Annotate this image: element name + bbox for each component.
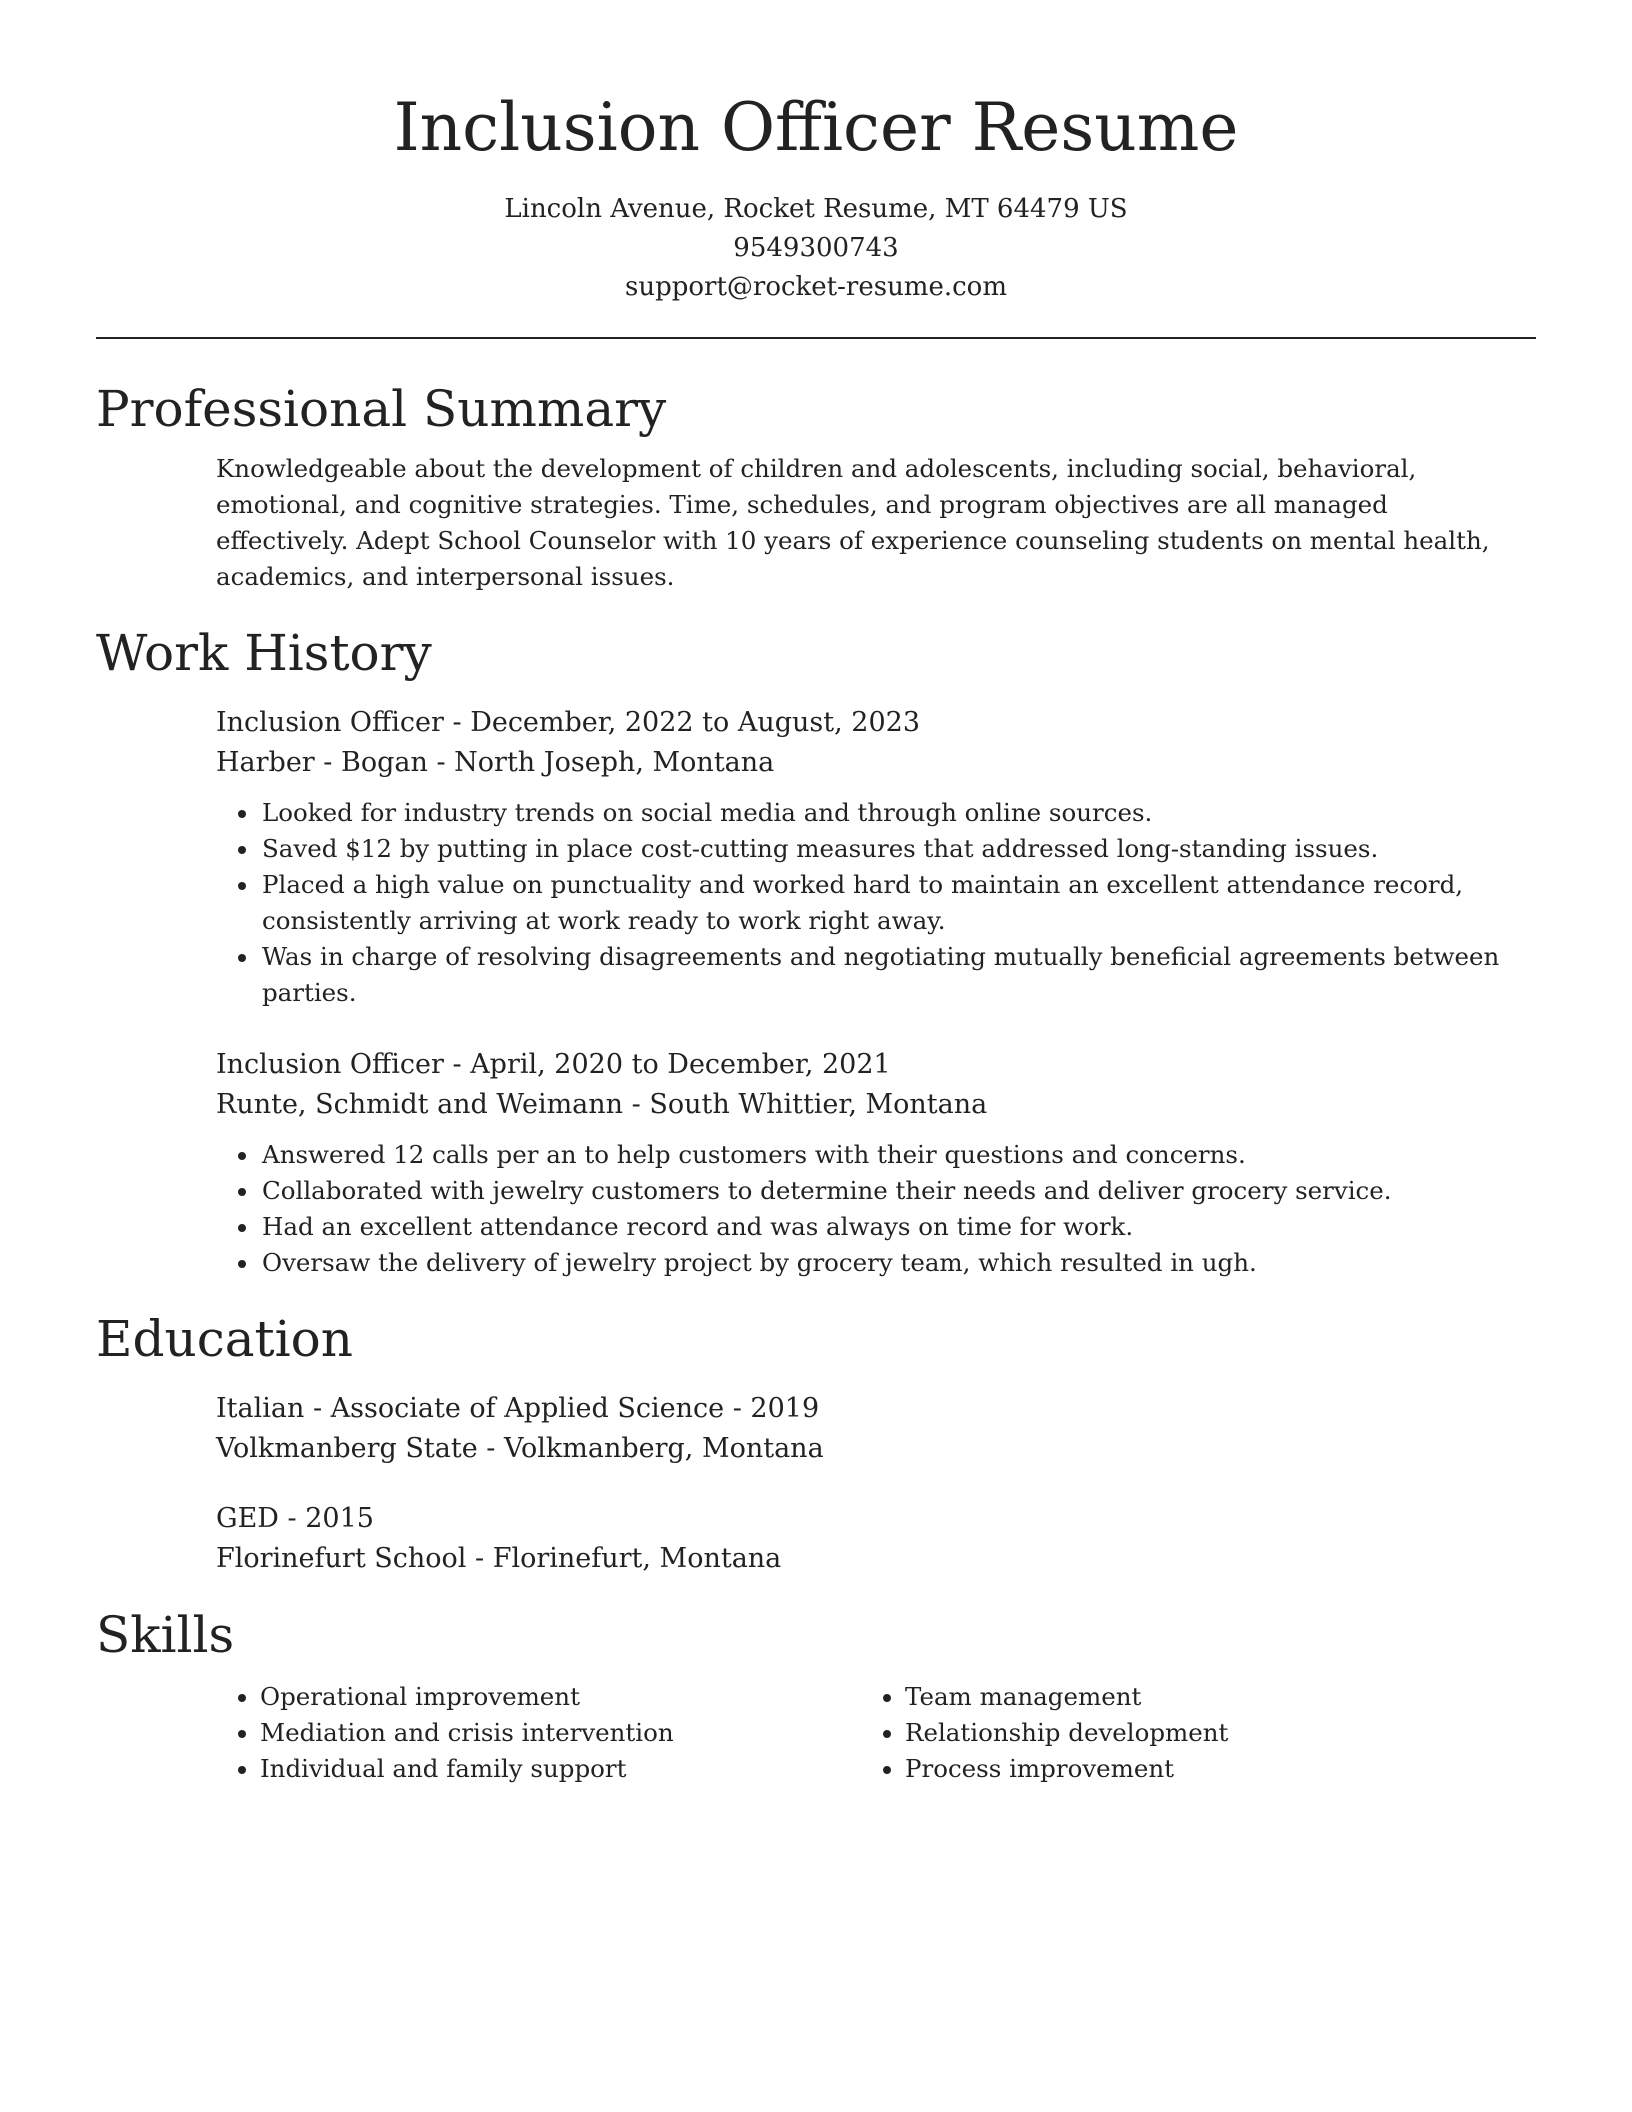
education-school: Florinefurt School [216, 1543, 467, 1574]
skill-item: • Operational improvement [260, 1679, 861, 1715]
job-bullets [216, 1137, 1506, 1281]
separator: - [466, 1543, 493, 1574]
education-school-line [216, 1429, 1506, 1469]
skill-item: • Mediation and crisis intervention [260, 1715, 861, 1751]
header-divider [96, 337, 1536, 339]
skills-column-left [216, 1679, 861, 1787]
separator: - [623, 1089, 650, 1120]
education-year: 2015 [305, 1503, 374, 1534]
job-entry [216, 703, 1506, 1011]
job-bullet: • Looked for industry trends on social media and through online sources. [260, 795, 1506, 831]
job-entry [216, 1045, 1506, 1281]
job-bullet: • Saved $12 by putting in place cost-cutting measures that addressed long-standing issues. [260, 831, 1506, 867]
job-bullets [216, 795, 1506, 1011]
education-location: Florinefurt, Montana [492, 1543, 782, 1574]
contact-email: support@rocket-resume.com [624, 272, 1007, 302]
contact-block [96, 190, 1536, 307]
job-company-line [216, 1085, 1506, 1125]
separator: - [724, 1393, 751, 1424]
job-dates: December, 2022 to August, 2023 [470, 707, 921, 738]
job-location: North Joseph, Montana [454, 747, 775, 778]
skills-heading: Skills [96, 1606, 235, 1664]
contact-phone: 9549300743 [733, 233, 899, 263]
job-bullet: • Oversaw the delivery of jewelry project by grocery team, which resulted in ugh. [260, 1245, 1506, 1281]
work-history-heading: Work History [96, 624, 432, 682]
education-location: Volkmanberg, Montana [503, 1433, 824, 1464]
summary-text: Knowledgeable about the development of children and adolescents, including social, behavioral, emotional, and cognitive strategies. Time, schedules, and program objectives are all managed effectively. Adept School Counselor with 10 years of experience counseling students on mental health, academics, and interpersonal issues. [216, 454, 1490, 591]
job-bullet: • Was in charge of resolving disagreements and negotiating mutually beneficial agreements between parties. [260, 939, 1506, 1011]
skill-item: • Process improvement [905, 1751, 1506, 1787]
job-title-line [216, 1045, 1506, 1085]
work-history-section [96, 623, 1536, 1281]
skills-section [96, 1605, 1536, 1787]
education-entry [216, 1389, 1506, 1469]
summary-section [96, 379, 1536, 595]
job-title-line [216, 703, 1506, 743]
separator: - [443, 1049, 471, 1080]
job-title: Inclusion Officer [216, 707, 444, 738]
job-bullet: • Collaborated with jewelry customers to determine their needs and deliver grocery service. [260, 1173, 1506, 1209]
job-company: Runte, Schmidt and Weimann [216, 1089, 624, 1120]
education-school: Volkmanberg State [216, 1433, 478, 1464]
skill-item: • Relationship development [905, 1715, 1506, 1751]
resume-header [96, 0, 1536, 307]
job-location: South Whittier, Montana [649, 1089, 988, 1120]
contact-address: Lincoln Avenue, Rocket Resume, MT 64479 US [504, 194, 1128, 224]
job-company: Harber - Bogan [216, 747, 428, 778]
job-dates: April, 2020 to December, 2021 [470, 1049, 891, 1080]
job-bullet: • Had an excellent attendance record and was always on time for work. [260, 1209, 1506, 1245]
education-degree-line [216, 1389, 1506, 1429]
separator: - [443, 707, 471, 738]
education-section [96, 1309, 1536, 1579]
education-heading: Education [96, 1310, 353, 1368]
separator: - [477, 1433, 504, 1464]
summary-heading: Professional Summary [96, 380, 667, 438]
job-bullet: • Placed a high value on punctuality and worked hard to maintain an excellent attendance record, consistently arriving at work ready to work right away. [260, 867, 1506, 939]
education-degree: Italian - Associate of Applied Science [216, 1393, 725, 1424]
skills-grid [216, 1679, 1506, 1787]
education-degree-line [216, 1499, 1506, 1539]
skill-item: • Team management [905, 1679, 1506, 1715]
job-bullet: • Answered 12 calls per an to help customers with their questions and concerns. [260, 1137, 1506, 1173]
job-title: Inclusion Officer [216, 1049, 444, 1080]
education-school-line [216, 1539, 1506, 1579]
separator: - [278, 1503, 306, 1534]
education-degree: GED [216, 1503, 279, 1534]
education-entry [216, 1499, 1506, 1579]
resume-title: Inclusion Officer Resume [393, 89, 1239, 166]
education-year: 2019 [750, 1393, 820, 1424]
separator: - [427, 747, 455, 778]
job-company-line [216, 743, 1506, 783]
skills-column-right [861, 1679, 1506, 1787]
skill-item: • Individual and family support [260, 1751, 861, 1787]
